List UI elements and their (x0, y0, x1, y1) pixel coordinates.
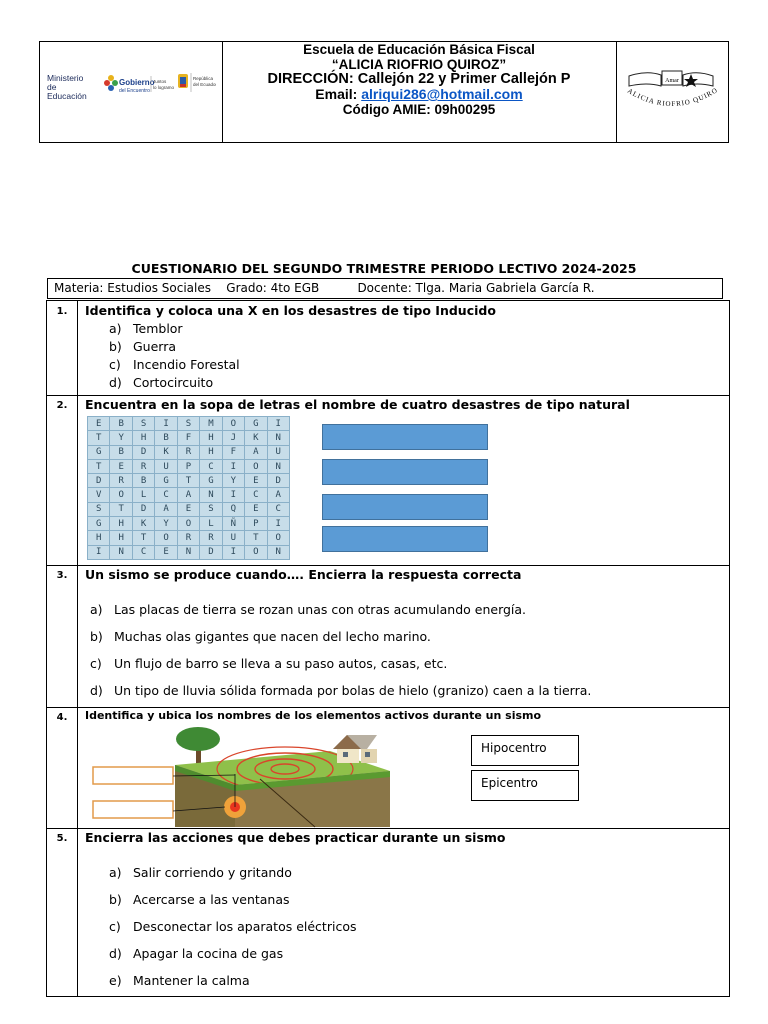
question-row-3 (47, 565, 729, 708)
word-search-cell[interactable]: K (155, 445, 177, 459)
ministerio-logo (47, 74, 93, 101)
option-text: Las placas de tierra se rozan unas con otras acumulando energía. (114, 602, 527, 617)
word-search-cell[interactable]: L (200, 517, 222, 531)
option-text: Apagar la cocina de gas (133, 946, 284, 961)
earthquake-cross-section-icon (85, 727, 395, 828)
word-search-cell[interactable]: S (177, 417, 199, 431)
svg-text:Gobierno: Gobierno (119, 78, 155, 87)
word-search-cell[interactable]: U (267, 445, 290, 459)
word-search-cell[interactable]: T (177, 474, 199, 488)
questions-table (46, 300, 730, 997)
word-search-cell[interactable]: K (132, 517, 154, 531)
word-search-cell[interactable]: C (132, 545, 154, 559)
word-search-cell[interactable]: R (177, 445, 199, 459)
word-search-cell[interactable]: D (132, 502, 154, 516)
word-search-row (88, 431, 290, 445)
word-search-cell[interactable]: P (245, 517, 267, 531)
answer-box[interactable] (322, 494, 488, 520)
word-search-cell[interactable]: A (245, 445, 267, 459)
word-search-cell[interactable]: S (88, 502, 110, 516)
word-search-row (88, 474, 290, 488)
word-search-cell[interactable]: G (200, 474, 222, 488)
svg-text:Juntos: Juntos (153, 79, 167, 84)
word-search-cell[interactable]: H (110, 517, 132, 531)
word-search-cell[interactable]: H (200, 445, 222, 459)
option-letter: e) (109, 973, 122, 988)
questionnaire-title: CUESTIONARIO DEL SEGUNDO TRIMESTRE PERIODO LECTIVO 2024-2025 (131, 261, 637, 276)
word-search-cell[interactable]: U (222, 531, 244, 545)
word-search-cell[interactable]: J (222, 431, 244, 445)
option-item[interactable] (90, 602, 526, 617)
word-search-cell[interactable]: Y (110, 431, 132, 445)
option-letter: d) (109, 375, 122, 390)
option-item[interactable] (109, 357, 240, 372)
word-search-grid (87, 416, 290, 560)
word-search-cell[interactable]: A (177, 488, 199, 502)
option-text: Acercarse a las ventanas (133, 892, 290, 907)
word-search-cell[interactable]: T (88, 431, 110, 445)
question-number: 5. (47, 828, 78, 996)
word-search-row (88, 459, 290, 473)
question-number: 4. (47, 707, 78, 828)
school-seal-icon (617, 42, 729, 142)
word-search-cell[interactable]: B (110, 417, 132, 431)
school-type: Escuela de Educación Básica Fiscal (303, 42, 535, 57)
word-search-cell[interactable]: M (200, 417, 222, 431)
question-row-2 (47, 395, 729, 566)
school-info-cell (222, 42, 617, 142)
option-text: Un tipo de lluvia sólida formada por bolas de hielo (granizo) caen a la tierra. (114, 683, 592, 698)
school-seal-cell (617, 42, 729, 142)
word-search-cell[interactable]: O (155, 531, 177, 545)
word-search-cell[interactable]: R (177, 531, 199, 545)
answer-label-box: Hipocentro (471, 735, 579, 766)
word-search-cell[interactable]: O (245, 545, 267, 559)
word-search-cell[interactable]: Y (222, 474, 244, 488)
word-search-cell[interactable]: T (88, 459, 110, 473)
subject-info-row (47, 278, 723, 299)
subject-field: Materia: Estudios Sociales (54, 281, 211, 295)
option-item[interactable] (109, 946, 283, 961)
word-search-cell[interactable]: F (222, 445, 244, 459)
word-search-row (88, 545, 290, 559)
word-search-cell[interactable]: L (132, 488, 154, 502)
option-letter: d) (90, 683, 103, 698)
logos-cell (40, 42, 223, 142)
svg-text:República: República (193, 76, 214, 81)
svg-text:del Ecuador: del Ecuador (193, 82, 216, 87)
option-text: Guerra (133, 339, 177, 354)
word-search-cell[interactable]: E (245, 474, 267, 488)
school-header (39, 41, 729, 143)
word-search-cell[interactable]: V (88, 488, 110, 502)
earthquake-illustration (85, 727, 395, 828)
word-search-cell[interactable]: E (155, 545, 177, 559)
word-search-cell[interactable]: I (267, 417, 290, 431)
option-letter: a) (109, 321, 122, 336)
option-letter: d) (109, 946, 122, 961)
word-search-row (88, 488, 290, 502)
option-text: Un flujo de barro se lleva a su paso autos, casas, etc. (114, 656, 448, 671)
option-item[interactable] (109, 892, 290, 907)
option-text: Mantener la calma (133, 973, 250, 988)
word-search-row (88, 417, 290, 431)
word-search-cell[interactable]: E (88, 417, 110, 431)
word-search-cell[interactable]: O (267, 531, 290, 545)
question-text: Identifica y ubica los nombres de los elementos activos durante un sismo (85, 709, 542, 722)
word-search-cell[interactable]: I (267, 517, 290, 531)
option-item[interactable] (109, 339, 176, 354)
word-search-cell[interactable]: I (222, 459, 244, 473)
option-letter: c) (109, 919, 121, 934)
word-search-cell[interactable]: N (177, 545, 199, 559)
option-letter: b) (90, 629, 103, 644)
option-item[interactable] (109, 865, 292, 880)
word-search-cell[interactable]: E (245, 502, 267, 516)
option-letter: a) (109, 865, 122, 880)
option-item[interactable] (109, 321, 183, 336)
word-search-cell[interactable]: O (110, 488, 132, 502)
word-search-cell[interactable]: N (267, 459, 290, 473)
option-text: Muchas olas gigantes que nacen del lecho marino. (114, 629, 431, 644)
word-search-cell[interactable]: R (110, 474, 132, 488)
question-text: Encierra las acciones que debes practicar durante un sismo (85, 830, 506, 845)
word-search-cell[interactable]: B (155, 431, 177, 445)
option-text: Salir corriendo y gritando (133, 865, 292, 880)
word-search-cell[interactable]: A (267, 488, 290, 502)
option-letter: c) (109, 357, 121, 372)
option-item[interactable] (90, 683, 591, 698)
option-item[interactable] (109, 375, 213, 390)
question-row-5 (47, 828, 729, 996)
option-letter: c) (90, 656, 102, 671)
question-row-1 (47, 301, 729, 396)
word-search-cell[interactable]: C (245, 488, 267, 502)
word-search-table (87, 416, 290, 560)
word-search-row (88, 517, 290, 531)
ecuador-coat-of-arms-icon (176, 70, 216, 96)
word-search-cell[interactable]: D (132, 445, 154, 459)
word-search-cell[interactable]: O (245, 459, 267, 473)
answer-box[interactable] (322, 526, 488, 552)
word-search-cell[interactable]: C (155, 488, 177, 502)
word-search-cell[interactable]: I (88, 545, 110, 559)
svg-text:del Encuentro: del Encuentro (119, 88, 150, 94)
email-label: Email: (315, 86, 358, 102)
answer-label-box: Epicentro (471, 770, 579, 801)
option-text: Temblor (133, 321, 183, 336)
word-search-cell[interactable]: C (267, 502, 290, 516)
question-text: Identifica y coloca una X en los desastres de tipo Inducido (85, 303, 496, 318)
grade-field: Grado: 4to EGB (226, 281, 320, 295)
school-amie-code: Código AMIE: 09h00295 (342, 102, 496, 117)
word-search-cell[interactable]: G (88, 517, 110, 531)
seal-top-text: Amar (665, 78, 679, 84)
option-text: Desconectar los aparatos eléctricos (133, 919, 357, 934)
word-search-row (88, 531, 290, 545)
question-row-4 (47, 707, 729, 829)
word-search-cell[interactable]: Ñ (222, 517, 244, 531)
option-text: Cortocircuito (133, 375, 214, 390)
ministerio-logo-text: Ministerio de Educación (47, 73, 87, 101)
word-search-cell[interactable]: F (177, 431, 199, 445)
school-address: DIRECCIÓN: Callejón 22 y Primer Callejón P (267, 71, 571, 87)
word-search-cell[interactable]: K (245, 431, 267, 445)
teacher-field: Docente: Tlga. Maria Gabriela García R. (357, 281, 595, 295)
republica-logo (176, 70, 216, 100)
option-letter: b) (109, 892, 122, 907)
answer-box[interactable] (322, 459, 488, 485)
word-search-cell[interactable]: I (222, 545, 244, 559)
word-search-cell[interactable]: N (267, 431, 290, 445)
answer-box[interactable] (322, 424, 488, 450)
word-search-cell[interactable]: E (177, 502, 199, 516)
word-search-cell[interactable]: E (110, 459, 132, 473)
option-text: Incendio Forestal (133, 357, 240, 372)
option-item[interactable] (90, 629, 431, 644)
word-search-cell[interactable]: H (88, 531, 110, 545)
option-item[interactable] (90, 656, 447, 671)
word-search-cell[interactable]: H (110, 531, 132, 545)
word-search-cell[interactable]: S (132, 417, 154, 431)
question-number: 2. (47, 395, 78, 565)
option-item[interactable] (109, 973, 250, 988)
word-search-cell[interactable]: D (267, 474, 290, 488)
word-search-cell[interactable]: T (110, 502, 132, 516)
word-search-cell[interactable]: Y (155, 517, 177, 531)
word-search-cell[interactable]: G (155, 474, 177, 488)
word-search-cell[interactable]: U (155, 459, 177, 473)
word-search-cell[interactable]: G (245, 417, 267, 431)
word-search-cell[interactable]: N (110, 545, 132, 559)
word-search-row (88, 502, 290, 516)
word-search-cell[interactable]: Q (222, 502, 244, 516)
option-letter: a) (90, 602, 103, 617)
question-text: Un sismo se produce cuando…. Encierra la respuesta correcta (85, 567, 522, 582)
word-search-cell[interactable]: D (200, 545, 222, 559)
word-search-cell[interactable]: R (132, 459, 154, 473)
question-number: 1. (47, 301, 78, 395)
word-search-cell[interactable]: C (200, 459, 222, 473)
word-search-cell[interactable]: H (200, 431, 222, 445)
seal-bottom-text: ALICIA RIOFRIO QUIRO (626, 86, 720, 109)
word-search-cell[interactable]: A (155, 502, 177, 516)
word-search-cell[interactable]: P (177, 459, 199, 473)
option-letter: b) (109, 339, 122, 354)
school-name: “ALICIA RIOFRIO QUIROZ” (331, 57, 507, 72)
word-search-cell[interactable]: N (200, 488, 222, 502)
word-search-cell[interactable]: D (88, 474, 110, 488)
question-text: Encuentra en la sopa de letras el nombre de cuatro desastres de tipo natural (85, 397, 630, 412)
svg-text:lo logramos: lo logramos (153, 85, 174, 90)
word-search-cell[interactable]: I (155, 417, 177, 431)
word-search-cell[interactable]: O (177, 517, 199, 531)
word-search-cell[interactable]: T (132, 531, 154, 545)
word-search-cell[interactable]: B (132, 474, 154, 488)
email-link[interactable]: alriqui286@hotmail.com (361, 86, 523, 102)
word-search-cell[interactable]: T (245, 531, 267, 545)
word-search-cell[interactable]: O (222, 417, 244, 431)
gobierno-logo (102, 71, 174, 101)
word-search-cell[interactable]: R (200, 531, 222, 545)
word-search-cell[interactable]: B (110, 445, 132, 459)
school-email-line (222, 87, 616, 102)
word-search-cell[interactable]: S (200, 502, 222, 516)
word-search-cell[interactable]: N (267, 545, 290, 559)
word-search-row (88, 445, 290, 459)
word-search-cell[interactable]: H (132, 431, 154, 445)
word-search-cell[interactable]: G (88, 445, 110, 459)
gobierno-logo-icon (102, 71, 174, 97)
word-search-cell[interactable]: I (222, 488, 244, 502)
question-number: 3. (47, 565, 78, 707)
option-item[interactable] (109, 919, 356, 934)
